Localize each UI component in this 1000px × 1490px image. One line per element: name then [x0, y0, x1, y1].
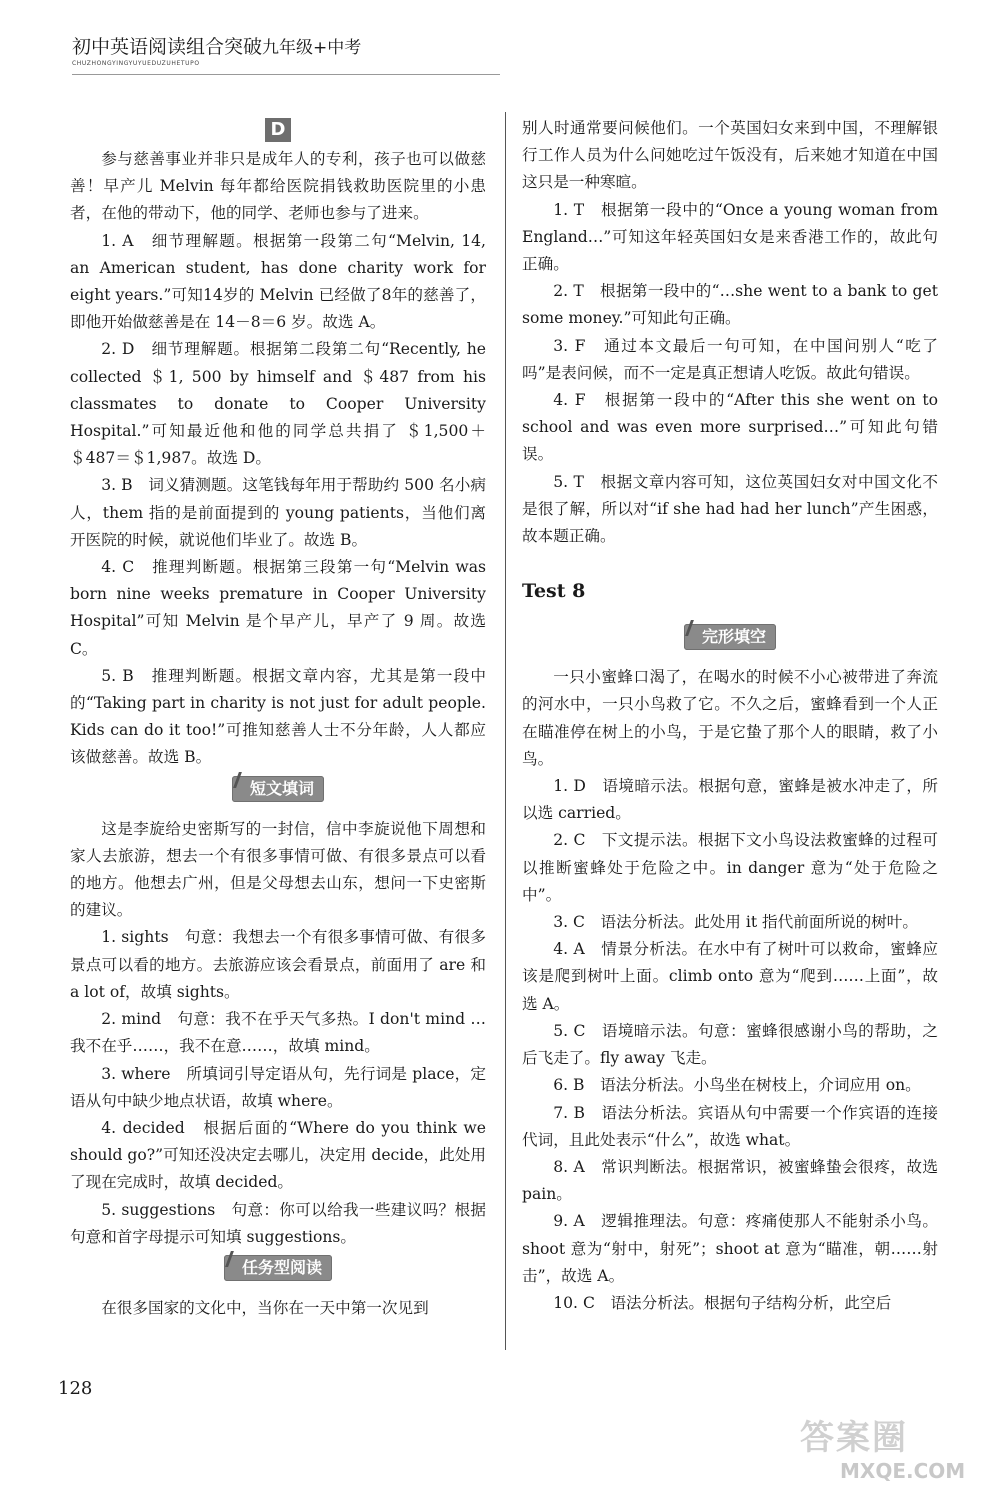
- book-title-pinyin: CHUZHONGYINGYUYUEDUZUHETUPO: [72, 60, 200, 67]
- section-badge-short-passage: [70, 772, 486, 816]
- answer-item: 5. C 语境暗示法。句意：蜜蜂很感谢小鸟的帮助，之后飞走了。fly away 飞走。: [522, 1021, 938, 1068]
- answer-item: 5. B 推理判断题。根据文章内容，尤其是第一段中的“Taking part in charity is not just for adult people. Kids can do it too!”可推知慈善人士不分年龄，人人都应该做慈善。故选 B。: [70, 666, 486, 767]
- answer-item: 2. T 根据第一段中的“…she went to a bank to get some money.”可知此句正确。: [522, 282, 938, 328]
- answer-item: 4. C 推理判断题。根据第三段第一句“Melvin was born nine weeks premature in Cooper University Hospital”可知 Melvin 是个早产儿，早产了 9 周。故选 C。: [70, 558, 486, 658]
- cloze-summary: 一只小蜜蜂口渴了，在喝水的时候不小心被带进了奔流的河水中，一只小鸟救了它。不久之后，蜜蜂看到一个人正在瞄准停在树上的小鸟，于是它蛰了那个人的眼睛，救了小鸟。: [522, 668, 938, 768]
- section-badge-cloze: [522, 620, 938, 664]
- passage-d-summary: 参与慈善事业并非只是成年人的专利，孩子也可以做慈善！早产儿 Melvin 每年都给医院捐钱救助医院里的小患者，在他的带动下，他的同学、老师也参与了进来。: [70, 150, 486, 223]
- answer-item: 1. A 细节理解题。根据第一段第二句“Melvin, 14, an American student, has done charity work for eight years.”可知14岁的 Melvin 已经做了8年的慈善了，即他开始做慈善是在 14－8＝6 岁。故选 A。: [70, 231, 486, 332]
- grade-label: 九年级+中考: [262, 38, 362, 58]
- answer-item: 3. where 所填词引导定语从句，先行词是 place，定语从句中缺少地点状语，故填 where。: [70, 1064, 486, 1110]
- column-divider: [505, 112, 506, 1350]
- answer-item: 2. D 细节理解题。根据第二段第二句“Recently, he collected ＄1, 500 by himself and ＄487 from his classmates to donate to Cooper University Hospital.”可知最近他和他的同学总共捐了 ＄1,500＋＄487＝＄1,987。故选 D。: [70, 340, 486, 468]
- answer-item: 9. A 逻辑推理法。句意：疼痛使那人不能射杀小鸟。shoot 意为“射中，射死”；shoot at 意为“瞄准，朝……射击”，故选 A。: [522, 1212, 938, 1285]
- answer-item: 3. F 通过本文最后一句可知，在中国问别人“吃了吗”是表问候，而不一定是真正想请人吃饭。故此句错误。: [522, 336, 938, 382]
- task-reading-summary-cont: 别人时通常要问候他们。一个英国妇女来到中国，不理解银行工作人员为什么问她吃过午饭没有，后来她才知道在中国这只是一种寒暄。: [522, 119, 938, 192]
- task-reading-summary-start: 在很多国家的文化中，当你在一天中第一次见到: [101, 1298, 429, 1317]
- answer-item: 4. decided 根据后面的“Where do you think we should go?”可知还没决定去哪儿，决定用 decide，此处用了现在完成时，故填 decided。: [70, 1118, 486, 1192]
- page-header: [72, 36, 452, 67]
- test-heading: Test 8: [522, 580, 586, 603]
- left-column: [70, 112, 486, 1322]
- section-badge-task-reading: [70, 1251, 486, 1295]
- answer-item: 10. C 语法分析法。根据句子结构分析，此空后: [553, 1293, 892, 1312]
- passage-d-badge: D: [265, 118, 291, 142]
- answer-item: 6. B 语法分析法。小鸟坐在树枝上，介词应用 on。: [553, 1076, 921, 1095]
- section-label-text: 任务型阅读: [241, 1257, 322, 1277]
- watermark-text: MXQE.COM: [840, 1459, 966, 1483]
- answer-item: 4. A 情景分析法。在水中有了树叶可以救命，蜜蜂应该是爬到树叶上面。climb onto 意为“爬到……上面”，故选 A。: [522, 940, 938, 1013]
- answer-item: 3. B 词义猜测题。这笔钱每年用于帮助约 500 名小病人，them 指的是前面提到的 young patients，当他们离开医院的时候，就说他们毕业了。故选 B。: [70, 476, 486, 549]
- section-label: [684, 624, 776, 650]
- answer-item: 5. T 根据文章内容可知，这位英国妇女对中国文化不是很了解，所以对“if she had had her lunch”产生困惑，故本题正确。: [522, 472, 938, 546]
- watermark-logo: [800, 1410, 990, 1483]
- answer-item: 7. B 语法分析法。宾语从句中需要一个作宾语的连接代词，且此处表示“什么”，故选 what。: [522, 1103, 938, 1149]
- answer-item: 5. suggestions 句意：你可以给我一些建议吗？根据句意和首字母提示可知填 suggestions。: [70, 1200, 486, 1246]
- section-label-text: 短文填词: [249, 778, 314, 798]
- short-passage-summary: 这是李旋给史密斯写的一封信，信中李旋说他下周想和家人去旅游，想去一个有很多事情可做、有很多景点可以看的地方。他想去广州，但是父母想去山东，想问一下史密斯的建议。: [70, 819, 486, 920]
- answer-item: 2. C 下文提示法。根据下文小鸟设法救蜜蜂的过程可以推断蜜蜂处于危险之中。in danger 意为“处于危险之中”。: [522, 831, 938, 904]
- watermark-icon: 答案圈: [800, 1418, 908, 1458]
- header-rule: [72, 74, 500, 75]
- answer-item: 3. C 语法分析法。此处用 it 指代前面所说的树叶。: [553, 913, 918, 932]
- book-title: [72, 36, 452, 59]
- answer-item: 1. D 语境暗示法。根据句意，蜜蜂是被水冲走了，所以选 carried。: [522, 777, 938, 823]
- answer-item: 2. mind 句意：我不在乎天气多热。I don't mind …我不在乎……，我不在意……，故填 mind。: [70, 1010, 486, 1056]
- answer-item: 4. F 根据第一段中的“After this she went on to school and was even more surprised…”可知此句错误。: [522, 391, 938, 464]
- right-column: [522, 115, 938, 1317]
- section-label: [224, 1255, 332, 1281]
- page-number: 128: [58, 1378, 93, 1399]
- section-label-text: 完形填空: [701, 627, 766, 647]
- answer-item: 8. A 常识判断法。根据常识，被蜜蜂蛰会很疼，故选 pain。: [522, 1157, 938, 1204]
- book-title-text: 初中英语阅读组合突破: [72, 36, 263, 58]
- answer-item: 1. sights 句意：我想去一个有很多事情可做、有很多景点可以看的地方。去旅游应该会看景点，前面用了 are 和 a lot of，故填 sights。: [70, 928, 486, 1001]
- answer-item: 1. T 根据第一段中的“Once a young woman from England…”可知这年轻英国妇女是来香港工作的，故此句正确。: [522, 200, 938, 274]
- section-label: [232, 776, 324, 802]
